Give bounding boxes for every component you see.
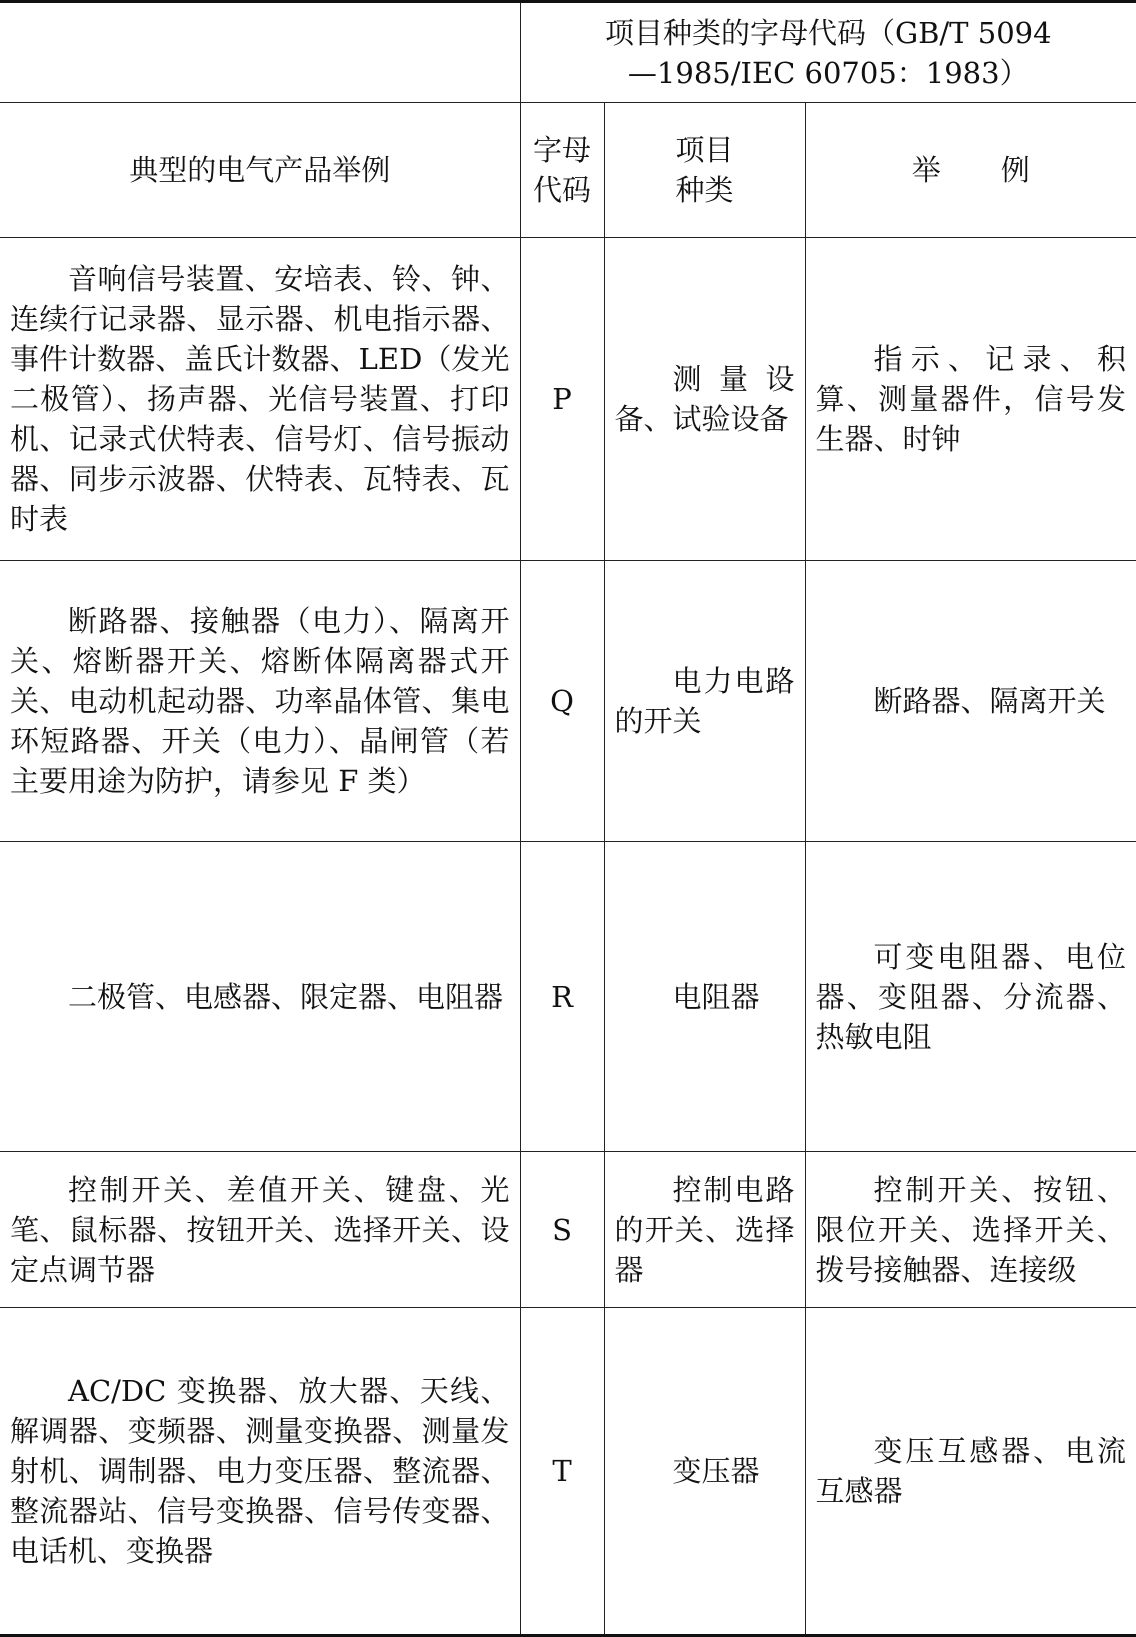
code-cell: R	[520, 842, 604, 1152]
header-item-kind	[604, 103, 805, 238]
table-row	[0, 1152, 1136, 1308]
group-title-line2: —1985/IEC 60705：1983）	[627, 55, 1029, 90]
table-row	[0, 842, 1136, 1152]
kind-cell: 变压器	[604, 1308, 805, 1636]
products-cell: 音响信号装置、安培表、铃、钟、连续行记录器、显示器、机电指示器、事件计数器、盖氏计数器、LED（发光二极管）、扬声器、光信号装置、打印机、记录式伏特表、信号灯、信号振动器、同步示波器、伏特表、瓦特表、瓦时表	[0, 238, 520, 561]
group-title-cell	[520, 2, 1136, 103]
header-examples	[805, 103, 1136, 238]
header-row-group	[0, 2, 1136, 103]
examples-cell: 断路器、隔离开关	[805, 561, 1136, 842]
header-products: 典型的电气产品举例	[0, 103, 520, 238]
group-title-line1: 项目种类的字母代码（GB/T 5094	[604, 15, 1052, 50]
products-cell: 断路器、接触器（电力）、隔离开关、熔断器开关、熔断体隔离器式开关、电动机起动器、功率晶体管、集电环短路器、开关（电力）、晶闸管（若主要用途为防护，请参见 F 类）	[0, 561, 520, 842]
table-row	[0, 1308, 1136, 1636]
header-empty-cell	[0, 2, 520, 103]
examples-cell: 变压互感器、电流互感器	[805, 1308, 1136, 1636]
kind-cell: 控制电路的开关、选择器	[604, 1152, 805, 1308]
kind-cell: 电阻器	[604, 842, 805, 1152]
code-cell: P	[520, 238, 604, 561]
code-cell: S	[520, 1152, 604, 1308]
header-item-kind-line2: 种类	[675, 173, 734, 207]
products-cell: 控制开关、差值开关、键盘、光笔、鼠标器、按钮开关、选择开关、设定点调节器	[0, 1152, 520, 1308]
products-cell: 二极管、电感器、限定器、电阻器	[0, 842, 520, 1152]
products-cell: AC/DC 变换器、放大器、天线、解调器、变频器、测量变换器、测量发射机、调制器、电力变压器、整流器、整流器站、信号变换器、信号传变器、电话机、变换器	[0, 1308, 520, 1636]
code-cell: T	[520, 1308, 604, 1636]
examples-cell: 指示、记录、积算、测量器件，信号发生器、时钟	[805, 238, 1136, 561]
header-letter-code-line1: 字母	[532, 133, 591, 167]
code-cell: Q	[520, 561, 604, 842]
table-row	[0, 238, 1136, 561]
header-item-kind-line1: 项目	[675, 133, 734, 167]
header-letter-code-line2: 代码	[532, 173, 591, 207]
header-examples-part2: 例	[1000, 153, 1030, 187]
header-letter-code	[520, 103, 604, 238]
header-row-columns	[0, 103, 1136, 238]
kind-cell: 测量设备、试验设备	[604, 238, 805, 561]
examples-cell: 可变电阻器、电位器、变阻器、分流器、热敏电阻	[805, 842, 1136, 1152]
examples-cell: 控制开关、按钮、限位开关、选择开关、拨号接触器、连接级	[805, 1152, 1136, 1308]
table-row	[0, 561, 1136, 842]
kind-cell: 电力电路的开关	[604, 561, 805, 842]
header-examples-part1: 举	[911, 153, 941, 187]
